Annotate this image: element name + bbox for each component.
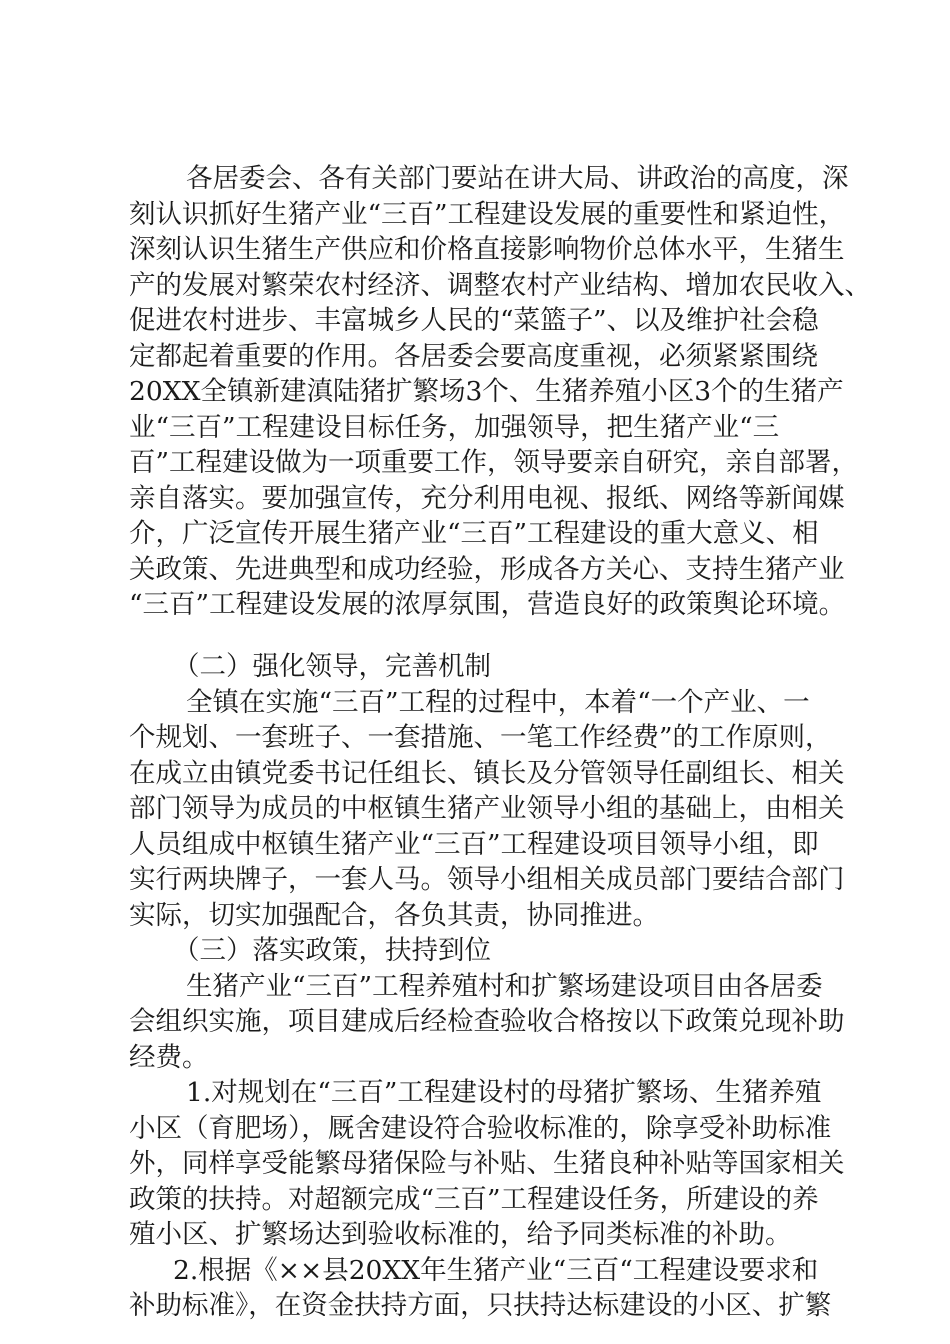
text-line: 殖小区、扩繁场达到验收标准的，给予同类标准的补助。 xyxy=(129,1219,792,1250)
text-line: 补助标准》，在资金扶持方面，只扶持达标建设的小区、扩繁 xyxy=(129,1290,832,1321)
section-heading-2: （二）强化领导，完善机制 xyxy=(173,651,491,682)
text-line: 个规划、一套班子、一套措施、一笔工作经费”的工作原则， xyxy=(129,722,832,753)
text-line: 促进农村进步、丰富城乡人民的“菜篮子”、以及维护社会稳 xyxy=(129,305,819,336)
text-line: 深刻认识生猪生产供应和价格直接影响物价总体水平，生猪生 xyxy=(129,234,845,265)
text-line: 小区（育肥场），厩舍建设符合验收标准的，除享受补助标准 xyxy=(129,1113,832,1144)
text-line: 外，同样享受能繁母猪保险与补贴、生猪良种补贴等国家相关 xyxy=(129,1148,845,1179)
text-line: 20XX全镇新建滇陆猪扩繁场3个、生猪养殖小区3个的生猪产 xyxy=(129,376,844,407)
section-heading-3: （三）落实政策，扶持到位 xyxy=(173,935,491,966)
text-line: “三百”工程建设发展的浓厚氛围，营造良好的政策舆论环境。 xyxy=(129,589,846,620)
text-line: 业“三百”工程建设目标任务，加强领导，把生猪产业“三 xyxy=(129,412,780,443)
text-line: 实际，切实加强配合，各负其责，协同推进。 xyxy=(129,900,659,931)
text-line: 会组织实施，项目建成后经检查验收合格按以下政策兑现补助 xyxy=(129,1006,845,1037)
text-line: 政策的扶持。对超额完成“三百”工程建设任务，所建设的养 xyxy=(129,1184,819,1215)
text-line: 人员组成中枢镇生猪产业“三百”工程建设项目领导小组，即 xyxy=(129,829,819,860)
text-line: 关政策、先进典型和成功经验，形成各方关心、支持生猪产业 xyxy=(129,554,845,585)
text-line: 各居委会、各有关部门要站在讲大局、讲政治的高度，深 xyxy=(186,163,849,194)
text-line: 1.对规划在“三百”工程建设村的母猪扩繁场、生猪养殖 xyxy=(186,1077,822,1108)
text-line: 百”工程建设做为一项重要工作，领导要亲自研究，亲自部署， xyxy=(129,447,859,478)
text-line: 介，广泛宣传开展生猪产业“三百”工程建设的重大意义、相 xyxy=(129,518,819,549)
text-line: 部门领导为成员的中枢镇生猪产业领导小组的基础上，由相关 xyxy=(129,793,845,824)
text-line: 2.根据《××县20XX年生猪产业“三百“工程建设要求和 xyxy=(173,1255,819,1286)
text-line: 实行两块牌子，一套人马。领导小组相关成员部门要结合部门 xyxy=(129,864,845,895)
text-line: 全镇在实施“三百”工程的过程中，本着“一个产业、一 xyxy=(186,687,810,718)
text-line: 生猪产业“三百”工程养殖村和扩繁场建设项目由各居委 xyxy=(186,971,823,1002)
text-line: 定都起着重要的作用。各居委会要高度重视，必须紧紧围绕 xyxy=(129,341,818,372)
text-line: 经费。 xyxy=(129,1042,209,1073)
text-line: 产的发展对繁荣农村经济、调整农村产业结构、增加农民收入、 xyxy=(129,270,871,301)
text-line: 刻认识抓好生猪产业“三百”工程建设发展的重要性和紧迫性， xyxy=(129,199,846,230)
text-line: 在成立由镇党委书记任组长、镇长及分管领导任副组长、相关 xyxy=(129,758,845,789)
text-line: 亲自落实。要加强宣传，充分利用电视、报纸、网络等新闻媒 xyxy=(129,483,845,514)
